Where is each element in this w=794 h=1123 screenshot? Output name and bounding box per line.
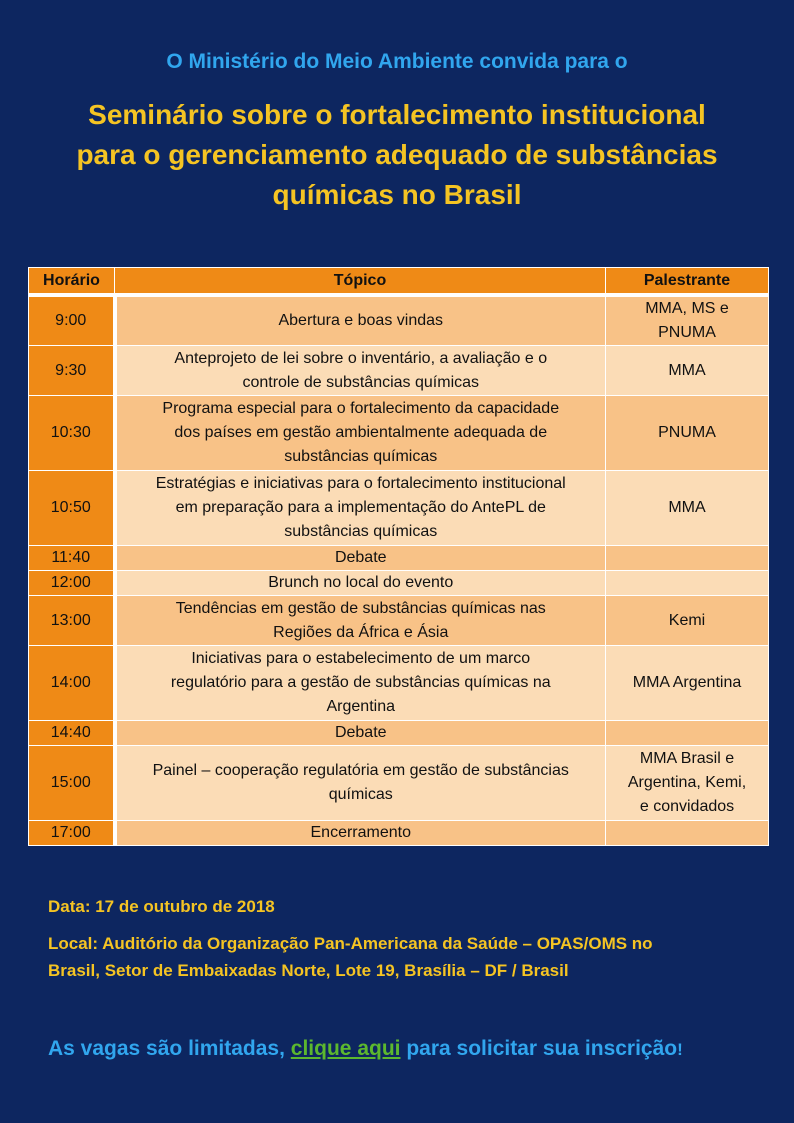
cell-time: 14:40 bbox=[29, 721, 115, 746]
topic-line: controle de substâncias químicas bbox=[242, 373, 480, 391]
topic-line: Abertura e boas vindas bbox=[278, 312, 444, 329]
cell-time: 15:00 bbox=[29, 746, 115, 821]
cell-speaker bbox=[606, 721, 769, 746]
speaker-line: PNUMA bbox=[658, 324, 716, 341]
seminar-title-line: Seminário sobre o fortalecimento institucional bbox=[88, 99, 706, 130]
speaker-line: MMA, MS e bbox=[645, 300, 729, 317]
topic-line: Encerramento bbox=[310, 824, 411, 841]
cell-time: 14:00 bbox=[29, 646, 115, 721]
cell-speaker bbox=[606, 746, 769, 821]
topic-line: Tendências em gestão de substâncias químicas nas bbox=[175, 599, 546, 617]
cell-topic bbox=[115, 546, 606, 571]
table-row bbox=[29, 396, 769, 471]
speaker-line: MMA bbox=[668, 361, 706, 379]
topic-line: Brunch no local do evento bbox=[268, 574, 454, 591]
table-row bbox=[29, 295, 769, 346]
cell-topic bbox=[115, 721, 606, 746]
topic-line: Debate bbox=[334, 549, 387, 566]
cta-text-before: As vagas são limitadas, bbox=[48, 1037, 291, 1060]
speaker-line: MMA Argentina bbox=[632, 674, 742, 691]
table-row bbox=[29, 546, 769, 571]
invitation-intro: O Ministério do Meio Ambiente convida para o bbox=[166, 50, 628, 73]
cell-topic bbox=[115, 571, 606, 596]
topic-line: Debate bbox=[334, 724, 387, 741]
table-row bbox=[29, 746, 769, 821]
cell-time: 17:00 bbox=[29, 821, 115, 846]
seminar-title-line: para o gerenciamento adequado de substâncias bbox=[76, 139, 718, 170]
topic-line: regulatório para a gestão de substâncias químicas na bbox=[170, 674, 551, 691]
topic-line: Argentina bbox=[326, 698, 395, 715]
cell-topic bbox=[115, 471, 606, 546]
topic-line: substâncias químicas bbox=[284, 523, 438, 540]
cell-speaker bbox=[606, 571, 769, 596]
registration-call bbox=[48, 1037, 768, 1061]
cell-topic bbox=[115, 295, 606, 346]
cell-time: 11:40 bbox=[29, 546, 115, 571]
cell-speaker bbox=[606, 546, 769, 571]
schedule-body bbox=[29, 295, 769, 846]
cell-speaker bbox=[606, 295, 769, 346]
cell-topic bbox=[115, 746, 606, 821]
topic-line: dos países em gestão ambientalmente adequada de bbox=[174, 424, 548, 441]
speaker-line: e convidados bbox=[639, 798, 735, 815]
cell-speaker bbox=[606, 346, 769, 396]
cell-speaker bbox=[606, 821, 769, 846]
register-link[interactable]: clique aqui bbox=[290, 1037, 401, 1060]
cell-time: 12:00 bbox=[29, 571, 115, 596]
topic-line: em preparação para a implementação do AntePL de bbox=[175, 499, 546, 516]
topic-line: Anteprojeto de lei sobre o inventário, a avaliação e o bbox=[174, 349, 548, 367]
table-row bbox=[29, 646, 769, 721]
topic-line: substâncias químicas bbox=[284, 448, 438, 465]
event-location bbox=[48, 930, 748, 984]
cell-topic bbox=[115, 346, 606, 396]
table-row bbox=[29, 721, 769, 746]
topic-line: Regiões da África e Ásia bbox=[273, 623, 449, 641]
cell-time: 9:00 bbox=[29, 295, 115, 346]
table-row bbox=[29, 346, 769, 396]
cell-speaker bbox=[606, 596, 769, 646]
schedule-table bbox=[28, 267, 769, 846]
topic-line: Iniciativas para o estabelecimento de um marco bbox=[191, 650, 531, 667]
cell-topic bbox=[115, 821, 606, 846]
speaker-line: Argentina, Kemi, bbox=[627, 774, 747, 791]
speaker-line: MMA bbox=[668, 499, 706, 516]
cell-time: 9:30 bbox=[29, 346, 115, 396]
cell-topic bbox=[115, 646, 606, 721]
cell-topic bbox=[115, 396, 606, 471]
table-header-row bbox=[29, 268, 769, 296]
header-palestrante: Palestrante bbox=[606, 268, 769, 296]
cell-speaker bbox=[606, 646, 769, 721]
topic-line: Estratégias e iniciativas para o fortalecimento institucional bbox=[155, 475, 566, 492]
event-date: Data: 17 de outubro de 2018 bbox=[48, 897, 275, 916]
cell-time: 10:50 bbox=[29, 471, 115, 546]
cta-text-after: para solicitar sua inscrição bbox=[400, 1037, 678, 1060]
cell-speaker bbox=[606, 396, 769, 471]
topic-line: químicas bbox=[328, 786, 393, 803]
cell-time: 10:30 bbox=[29, 396, 115, 471]
cta-exclamation: ! bbox=[677, 1040, 683, 1059]
seminar-title bbox=[30, 95, 764, 215]
table-row bbox=[29, 571, 769, 596]
seminar-title-line: químicas no Brasil bbox=[272, 179, 522, 210]
topic-line: Programa especial para o fortalecimento da capacidade bbox=[162, 400, 560, 417]
table-row bbox=[29, 821, 769, 846]
speaker-line: Kemi bbox=[668, 611, 706, 629]
table-row bbox=[29, 596, 769, 646]
cell-speaker bbox=[606, 471, 769, 546]
event-location-line: Local: Auditório da Organização Pan-Americana da Saúde – OPAS/OMS no bbox=[48, 934, 653, 953]
speaker-line: PNUMA bbox=[658, 424, 716, 441]
speaker-line: MMA Brasil e bbox=[639, 750, 735, 767]
cell-time: 13:00 bbox=[29, 596, 115, 646]
header-topico: Tópico bbox=[115, 268, 606, 296]
topic-line: Painel – cooperação regulatória em gestão de substâncias bbox=[152, 762, 569, 779]
event-location-line: Brasil, Setor de Embaixadas Norte, Lote 19, Brasília – DF / Brasil bbox=[48, 961, 569, 980]
cell-topic bbox=[115, 596, 606, 646]
table-row bbox=[29, 471, 769, 546]
header-horario: Horário bbox=[29, 268, 115, 296]
